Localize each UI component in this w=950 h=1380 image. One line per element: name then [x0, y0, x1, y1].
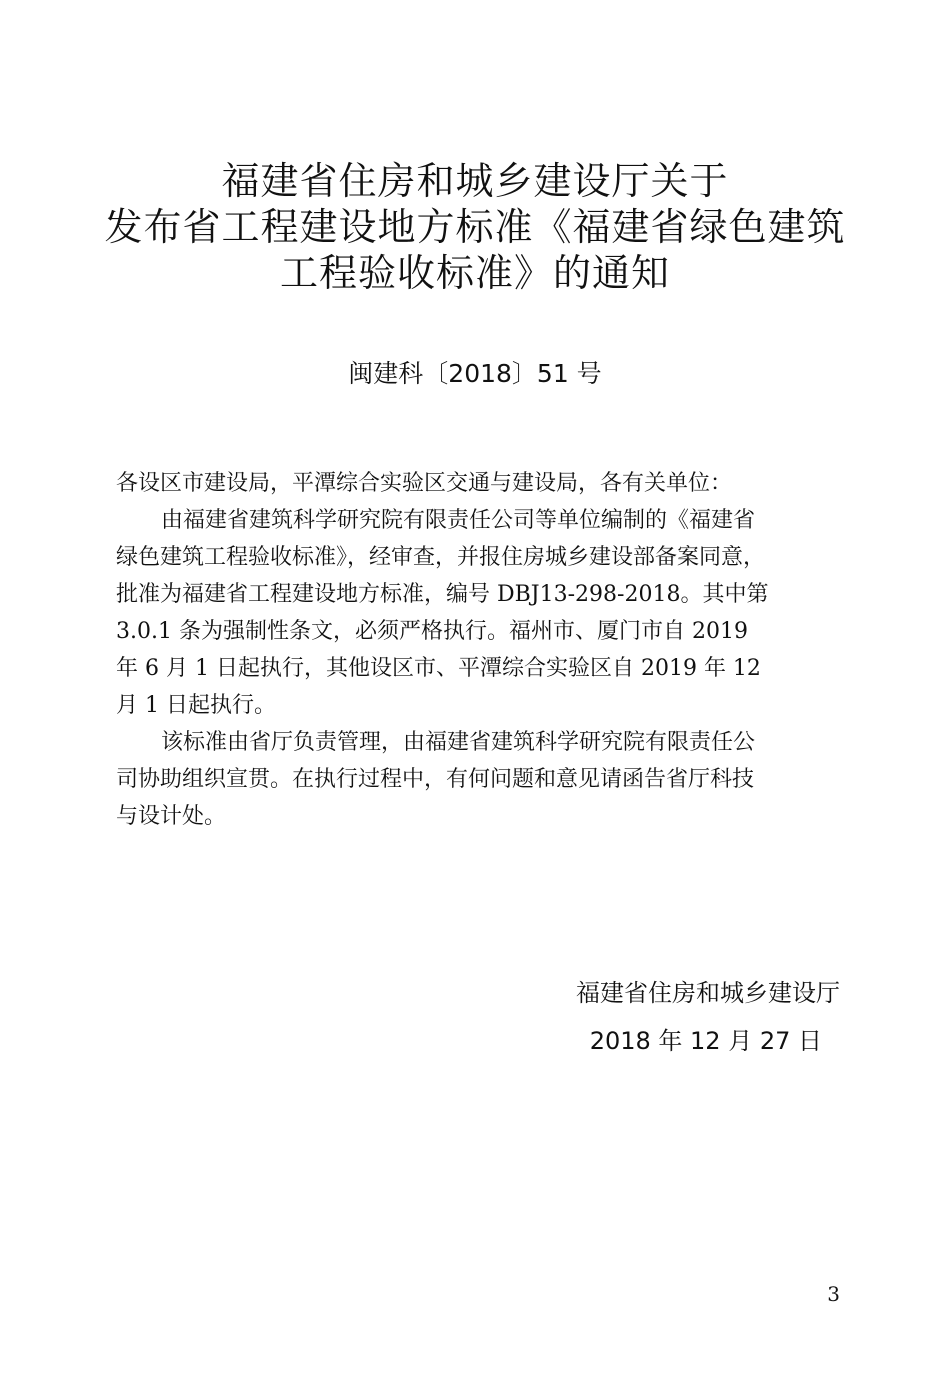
paragraph-1-line: 批准为福建省工程建设地方标准，编号 DBJ13-298-2018。其中第	[116, 582, 769, 607]
document-number: 闽建科〔2018〕51 号	[348, 359, 602, 388]
title-line-2: 发布省工程建设地方标准《福建省绿色建筑	[104, 205, 846, 249]
paragraph-1-line: 3.0.1 条为强制性条文，必须严格执行。福州市、厦门市自 2019	[116, 619, 748, 644]
notice-body	[116, 465, 846, 835]
paragraph-2-line: 与设计处。	[116, 804, 227, 829]
paragraph-1-line: 绿色建筑工程验收标准》，经审查，并报住房城乡建设部备案同意，	[116, 545, 766, 570]
paragraph-2-line: 司协助组织宣贯。在执行过程中，有何问题和意见请函告省厅科技	[116, 767, 755, 792]
paragraph-1-line: 由福建省建筑科学研究院有限责任公司等单位编制的《福建省	[161, 508, 756, 533]
addressee: 各设区市建设局，平潭综合实验区交通与建设局，各有关单位：	[116, 471, 733, 496]
notice-title	[0, 158, 950, 296]
paragraph-1-line: 年 6 月 1 日起执行，其他设区市、平潭综合实验区自 2019 年 12	[116, 656, 761, 681]
title-line-1: 福建省住房和城乡建设厅关于	[221, 159, 729, 203]
title-line-3: 工程验收标准》的通知	[279, 251, 670, 295]
paragraph-2	[116, 724, 846, 835]
paragraph-2-line: 该标准由省厅负责管理，由福建省建筑科学研究院有限责任公	[161, 730, 756, 755]
paragraph-1	[116, 502, 846, 724]
issue-date: 2018 年 12 月 27 日	[589, 1027, 822, 1055]
page-number: 3	[827, 1282, 840, 1306]
paragraph-1-line: 月 1 日起执行。	[116, 693, 276, 718]
issuing-authority: 福建省住房和城乡建设厅	[576, 979, 840, 1007]
